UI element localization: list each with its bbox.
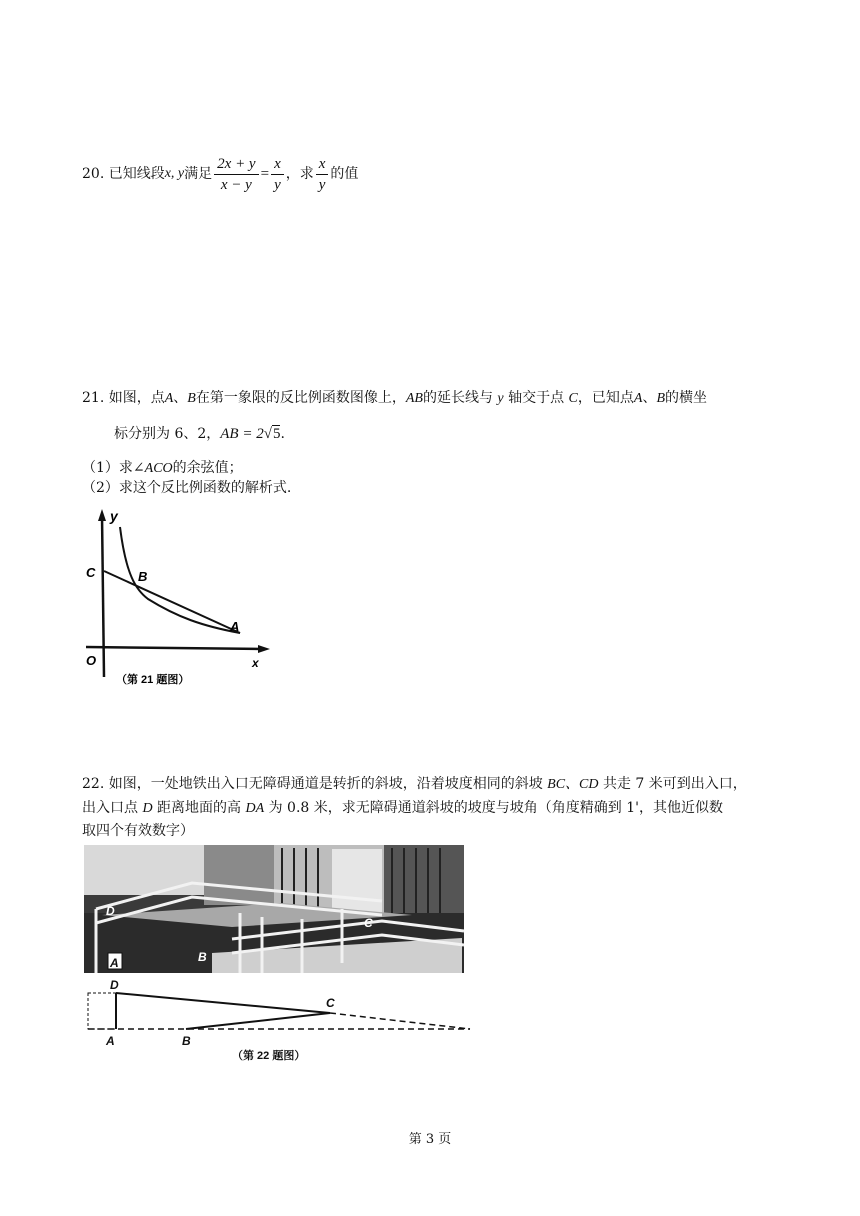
q21-line-1 — [82, 388, 707, 409]
q21-text: 轴交于点 — [508, 390, 565, 406]
q22-var-da: DA — [245, 801, 265, 816]
q21-sub-1 — [82, 458, 243, 479]
entrance-box — [88, 993, 116, 1029]
q20-line — [82, 150, 358, 198]
x-axis — [86, 647, 264, 649]
q20-text-b: 满足 — [184, 166, 213, 182]
q20-frac1-denominator: x − y — [220, 176, 252, 193]
q20-frac3-denominator: y — [318, 176, 326, 193]
fig21-a-label: A — [230, 619, 240, 634]
q22-number: 22. — [82, 776, 105, 792]
footer-suffix: 页 — [438, 1132, 452, 1147]
line-ca — [104, 571, 240, 633]
q21-text: ，已知点 — [577, 390, 634, 406]
fig21-x-label: x — [252, 656, 259, 670]
segment-dc — [116, 993, 330, 1013]
q20-fraction-2 — [271, 154, 284, 195]
diagram-b-label: B — [182, 1034, 191, 1048]
q20-text-c: ，求 — [285, 166, 314, 182]
q21-var-a: A — [633, 391, 643, 406]
footer-prefix: 第 — [408, 1132, 422, 1147]
q21-sub1-text: 的余弦值； — [172, 460, 243, 476]
fig21-caption: （第 21 题图） — [116, 674, 190, 686]
q20-fraction-1 — [214, 154, 258, 195]
fig22-caption: （第 22 题图） — [232, 1050, 306, 1062]
q20-number: 20. — [82, 166, 105, 182]
q21-text: 的横坐 — [665, 390, 707, 406]
q20-equals: = — [260, 166, 270, 182]
q20-fraction-3 — [316, 154, 329, 195]
ramp-diagram — [88, 993, 470, 1029]
q21-text: 在第一象限的反比例函数图像上， — [195, 390, 406, 406]
q22-text: 为 0.8 米，求无障碍通道斜坡的坡度与坡角（角度精确到 1'，其他近似数 — [268, 800, 723, 816]
q20-frac2-denominator: y — [274, 176, 281, 193]
q22-var-d: D — [142, 801, 153, 816]
q22-line-2 — [82, 798, 723, 819]
q21-sqrt-value: 5 — [272, 426, 281, 442]
q20-frac1-numerator: 2x + y — [214, 154, 258, 175]
q21-figure — [82, 505, 282, 695]
sqrt-symbol: √ — [263, 426, 272, 442]
diagram-c-label: C — [326, 996, 335, 1010]
segment-c-extension — [330, 1013, 470, 1029]
diagram-a-label: A — [106, 1034, 115, 1048]
q21-line-2 — [114, 424, 285, 444]
photo-d-label: D — [106, 904, 115, 918]
fig21-c-label: C — [86, 565, 96, 580]
page-footer — [0, 1130, 860, 1150]
q21-text: 的延长线与 — [422, 390, 493, 406]
y-axis — [102, 515, 104, 677]
q21-text: 如图，点 — [108, 390, 165, 406]
q21-sub-2 — [82, 478, 291, 498]
q21-var-a: A — [164, 391, 174, 406]
q21-period: . — [280, 426, 285, 442]
q21-var-c: C — [568, 391, 578, 406]
fig21-o-label: O — [86, 653, 97, 668]
photo-b-label: B — [198, 950, 207, 964]
q21-sep: 、 — [642, 390, 657, 406]
fig21-b-label: B — [138, 569, 148, 584]
q21-var-y: y — [497, 391, 504, 406]
q21-var-ab: AB — [405, 391, 423, 406]
q22-text: 共走 7 米可到出入口， — [602, 776, 747, 792]
q20-text-d: 的值 — [330, 166, 359, 182]
photo-c-label: C — [364, 916, 373, 930]
q21-sep: 、 — [173, 390, 188, 406]
q20-frac2-numerator: x — [271, 154, 284, 175]
fig21-y-label: y — [110, 508, 118, 524]
q21-number: 21. — [82, 390, 105, 406]
q21-sub2-text: （2）求这个反比例函数的解析式. — [82, 480, 292, 496]
subway-ramp-photo — [84, 845, 464, 973]
page-number: 3 — [425, 1132, 435, 1147]
diagram-d-label: D — [110, 978, 119, 992]
q21-text: 标分别为 6、2， — [114, 426, 221, 442]
q21-ab-equation: AB = 2 — [220, 426, 264, 442]
q22-line-1 — [82, 774, 747, 795]
q20-text-a: 已知线段 — [108, 166, 165, 182]
photo-a-label: A — [110, 956, 119, 970]
q20-frac3-numerator: x — [316, 154, 329, 175]
x-axis-arrow — [258, 645, 270, 653]
q22-line-3 — [82, 821, 194, 841]
q22-figure — [82, 843, 474, 1065]
y-axis-arrow — [98, 509, 106, 521]
q21-var-b: B — [187, 391, 196, 406]
q22-text: 如图，一处地铁出入口无障碍通道是转折的斜坡，沿着坡度相同的斜坡 — [108, 776, 543, 792]
q21-var-b: B — [656, 391, 665, 406]
q21-sub1-text: （1）求∠ — [82, 460, 145, 476]
segment-cb — [186, 1013, 330, 1029]
q22-var-bccd: BC、CD — [547, 777, 599, 792]
q20-vars: x, y — [164, 166, 185, 181]
q22-text: 出入口点 — [82, 800, 138, 816]
q22-text: 取四个有效数字） — [82, 823, 194, 839]
q21-sub1-var: ACO — [144, 461, 173, 476]
q22-text: 距离地面的高 — [157, 800, 242, 816]
